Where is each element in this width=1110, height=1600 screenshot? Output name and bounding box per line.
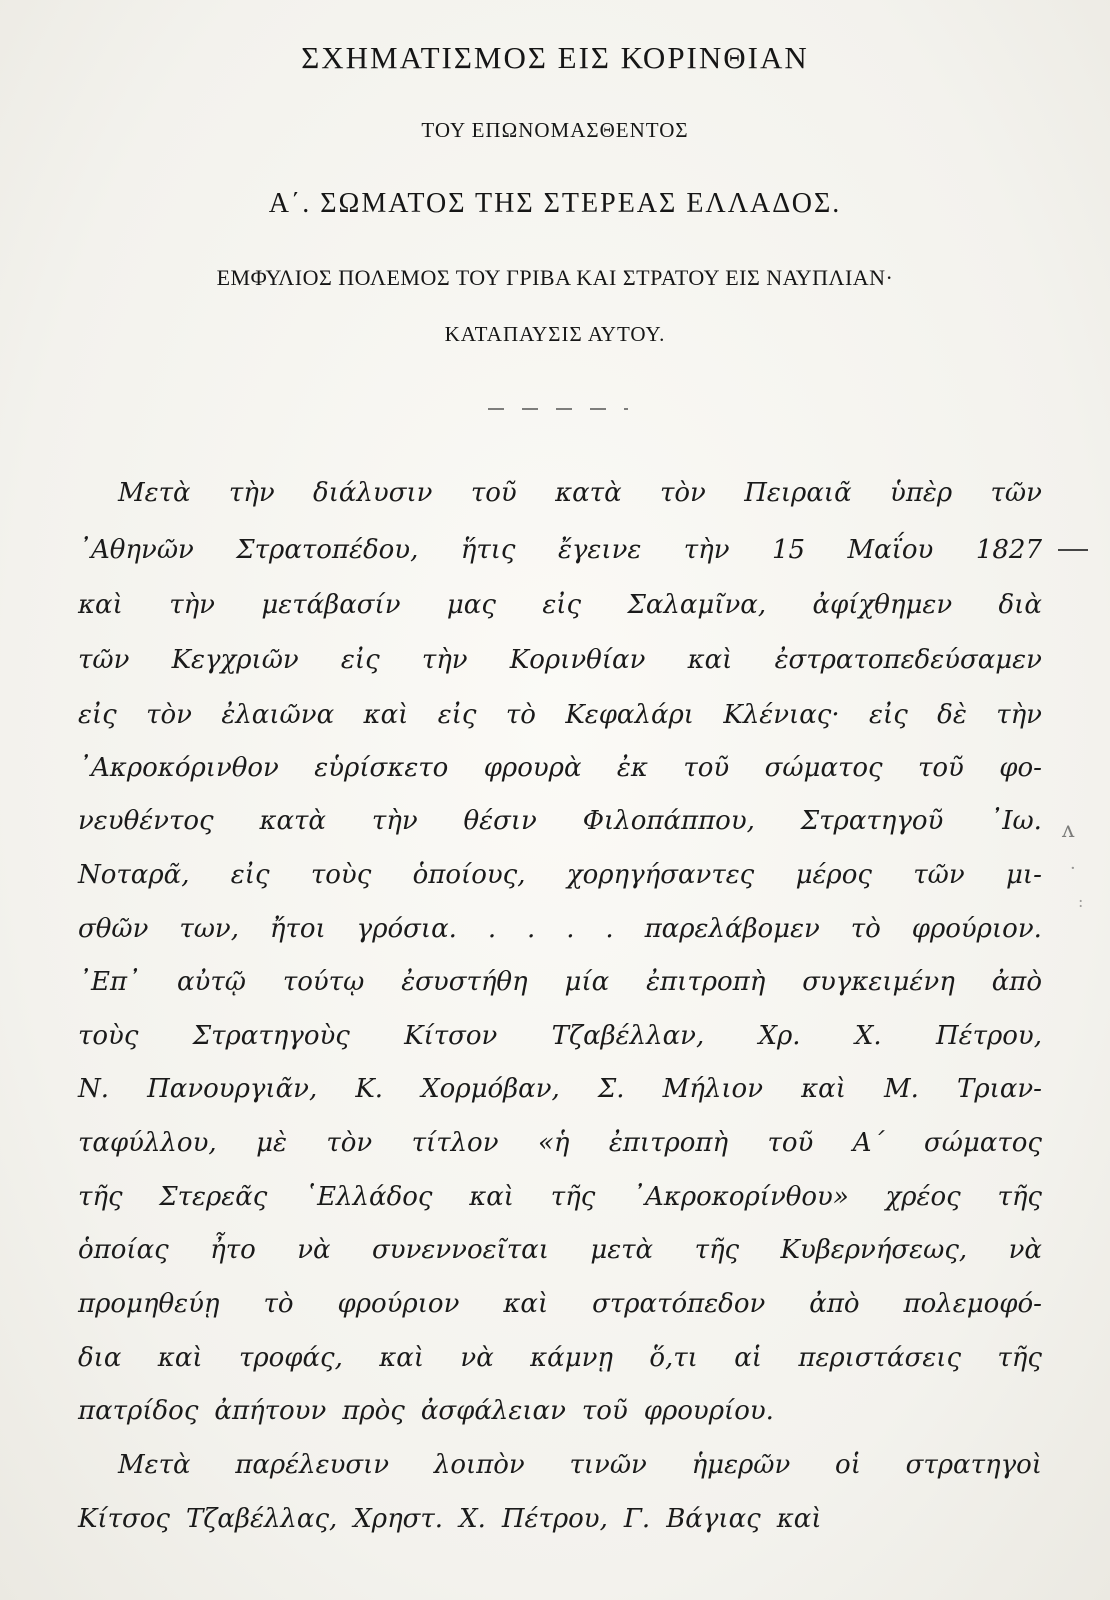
word: παρέλευσιν [235, 1450, 390, 1480]
word: . [605, 914, 614, 944]
word: τούτῳ [282, 967, 365, 997]
word: καὶ [363, 700, 409, 730]
word: Χ. [459, 1504, 486, 1534]
word: εἰς [78, 700, 117, 730]
word: ὅ,τι [649, 1343, 698, 1373]
word: Τριαν- [957, 1074, 1042, 1104]
word: τοῦ [581, 1396, 628, 1426]
word: εἰς [869, 700, 908, 730]
word: ἔγεινε [557, 535, 642, 565]
word: Χ. [854, 1021, 882, 1051]
word: ᾿Επ᾽ [78, 967, 141, 997]
word: Κλένιας· [723, 700, 840, 730]
word: ᾿Ακροκόρινθον [78, 753, 279, 783]
word: τῆς [694, 1235, 740, 1265]
word: Μετὰ [118, 1450, 191, 1480]
word: ταφύλλου, [78, 1128, 217, 1158]
word: Κεγχριῶν [171, 645, 299, 675]
word: Γ. [623, 1504, 651, 1534]
word: στρατόπεδον [592, 1289, 766, 1319]
word: χορηγήσαντες [566, 860, 755, 890]
word: ἀφίχθημεν [812, 590, 953, 620]
word: τινῶν [569, 1450, 647, 1480]
word: τῆς [78, 1182, 123, 1212]
text-line [78, 1182, 1042, 1212]
word: τῶν [913, 860, 965, 890]
word: τῆς [550, 1182, 596, 1212]
word: δὲ [937, 700, 967, 730]
text-line [78, 1128, 1042, 1158]
word: Στρατηγοὺς [192, 1021, 350, 1051]
word: προμηθεύῃ [78, 1289, 220, 1319]
word: ἐλαιῶνα [221, 700, 335, 730]
page-title: ΣΧΗΜΑΤΙΣΜΟΣ ΕΙΣ ΚΟΡΙΝΘΙΑΝ [301, 40, 809, 75]
text-line [78, 645, 1042, 675]
word: μία [564, 967, 610, 997]
word: ἐπιτροπὴ [608, 1128, 729, 1158]
word: Κίτσον [404, 1021, 498, 1051]
word: φρουρὰ [483, 753, 582, 783]
word: θέσιν [463, 806, 537, 836]
word: ῾Ελλάδος [304, 1182, 433, 1212]
text-line [78, 1235, 1042, 1265]
word: σώματος [764, 753, 883, 783]
word: φρούριον [337, 1289, 460, 1319]
word: μὲ [256, 1128, 287, 1158]
word: νὰ [297, 1235, 331, 1265]
word: . [527, 914, 536, 944]
word: . [487, 914, 497, 944]
word: παρελάβομεν [644, 914, 820, 944]
word: στρατηγοὶ [905, 1450, 1042, 1480]
word: εἰς [542, 590, 582, 620]
word: κατὰ [259, 806, 326, 836]
word: κάμνῃ [530, 1343, 614, 1373]
word: τὴν [996, 700, 1042, 730]
word: τὴν [421, 645, 468, 675]
word: καὶ [801, 1074, 846, 1104]
word: εὑρίσκετο [314, 753, 449, 783]
word: ἐστρατοπεδεύσαμεν [774, 645, 1042, 675]
word: Στρατηγοῦ [800, 806, 944, 836]
word: Σαλαμῖνα, [627, 590, 767, 620]
word: τίτλον [411, 1128, 499, 1158]
word: τοῦ [470, 478, 517, 508]
word: εἰς [340, 645, 380, 675]
word: τοὺς [310, 860, 372, 890]
word: ᾿Αθηνῶν [78, 535, 194, 565]
word: Φιλοπάππου, [582, 806, 755, 836]
word: τοὺς [78, 1021, 139, 1051]
word: περιστάσεις [798, 1343, 962, 1373]
word: καὶ [469, 1182, 514, 1212]
word: τὴν [228, 478, 275, 508]
word: οἱ [835, 1450, 861, 1480]
word: πολεμοφό- [903, 1289, 1042, 1319]
word: τῆς [997, 1182, 1042, 1212]
word: Κεφαλάρι [565, 700, 694, 730]
word: τοῦ [918, 753, 964, 783]
word: τῶν [78, 645, 130, 675]
word: δια [78, 1343, 122, 1373]
margin-mark: ʌ [1062, 818, 1075, 843]
word: ἦτο [210, 1235, 256, 1265]
subtitle-line-3: ΕΜΦΥΛΙΟΣ ΠΟΛΕΜΟΣ ΤΟΥ ΓΡΙΒΑ ΚΑΙ ΣΤΡΑΤΟΥ ΕΙΣ ΝΑΥΠΛΙΑΝ· [216, 265, 894, 290]
word: ἀσφάλειαν [420, 1396, 566, 1426]
word: κατὰ [555, 478, 622, 508]
word: Νοταρᾶ, [78, 860, 190, 890]
text-line [118, 1450, 1042, 1480]
word: φο- [999, 753, 1042, 783]
word: Χορμόβαν, [421, 1074, 560, 1104]
word: «ἡ [537, 1128, 570, 1158]
margin-mark: : [1078, 892, 1084, 911]
word: ὁποίους, [412, 860, 526, 890]
text-line [78, 914, 1042, 944]
text-line [78, 535, 1042, 565]
word: Κυβερνήσεως, [780, 1235, 968, 1265]
word: αὐτῷ [176, 967, 246, 997]
word: Χρ. [758, 1021, 801, 1051]
word: Μήλιον [662, 1074, 764, 1104]
word: ἐπιτροπὴ [646, 967, 766, 997]
word: των, [179, 914, 239, 944]
word: διάλυσιν [313, 478, 433, 508]
word: 15 [772, 535, 806, 565]
word: Μ. [884, 1074, 919, 1104]
word: νευθέντος [78, 806, 214, 836]
word: μετάβασίν [261, 590, 401, 620]
word: διὰ [998, 590, 1042, 620]
word: μετὰ [590, 1235, 654, 1265]
word: καὶ [157, 1343, 203, 1373]
word: μέρος [795, 860, 872, 890]
word: Κορινθίαν [509, 645, 646, 675]
word: Α΄ [852, 1128, 885, 1158]
word: Μαΐου [847, 535, 934, 565]
word: Κ. [355, 1074, 384, 1104]
word: φρούριον. [911, 914, 1042, 944]
word: Ν. [78, 1074, 110, 1104]
word: νὰ [1008, 1235, 1042, 1265]
word: τὴν [169, 590, 215, 620]
text-line [78, 967, 1042, 997]
text-line [78, 700, 1042, 730]
word: σώματος [923, 1128, 1042, 1158]
word: Πέτρου, [501, 1504, 608, 1534]
word: ἐκ [616, 753, 648, 783]
word: ἥτις [460, 535, 516, 565]
word: ᾿Ιω. [989, 806, 1042, 836]
word: εἰς [230, 860, 270, 890]
text-line [78, 1343, 1042, 1373]
word: καὶ [503, 1289, 549, 1319]
word: τῆς [997, 1343, 1042, 1373]
word: Μετὰ [118, 478, 191, 508]
word: τὸν [660, 478, 706, 508]
word: ἀπὸ [991, 967, 1042, 997]
word: καὶ [379, 1343, 425, 1373]
word: εἰς [437, 700, 477, 730]
word: καὶ [776, 1504, 822, 1534]
text-line [118, 478, 1042, 508]
word: τὴν [683, 535, 730, 565]
text-line [78, 1396, 1042, 1426]
text-line [78, 806, 1042, 836]
word: τοῦ [683, 753, 730, 783]
word: . [566, 914, 575, 944]
word: γρόσια. [356, 914, 457, 944]
margin-mark: · [1070, 858, 1076, 879]
word: τὸ [850, 914, 881, 944]
word: νὰ [460, 1343, 494, 1373]
text-line [78, 860, 1042, 890]
word: ἀπήτουν [214, 1396, 327, 1426]
word: ὑπὲρ [890, 478, 953, 508]
text-line [78, 1504, 1042, 1534]
text-line [78, 753, 1042, 783]
word: ἀπὸ [809, 1289, 860, 1319]
word: 1827 [975, 535, 1042, 565]
word: μι- [1006, 860, 1042, 890]
word: Χρηστ. [353, 1504, 444, 1534]
word: Πέτρου, [935, 1021, 1042, 1051]
word: καὶ [78, 590, 123, 620]
word: τὸ [263, 1289, 294, 1319]
word: Κίτσος [78, 1504, 170, 1534]
word: αἱ [734, 1343, 762, 1373]
word: τὸν [326, 1128, 373, 1158]
word: Στερεᾶς [159, 1182, 268, 1212]
word: ἤτοι [269, 914, 326, 944]
word: χρέος [885, 1182, 961, 1212]
subtitle-line-4: ΚΑΤΑΠΑΥΣΙΣ ΑΥΤΟΥ. [444, 322, 666, 346]
word: τὴν [371, 806, 418, 836]
text-line [78, 1074, 1042, 1104]
word: τοῦ [767, 1128, 814, 1158]
word: σθῶν [78, 914, 149, 944]
word: συγκειμένη [802, 967, 955, 997]
text-line [78, 1021, 1042, 1051]
word: φρουρίου. [643, 1396, 774, 1426]
subtitle-line-1: ΤΟΥ ΕΠΩΝΟΜΑΣΘΕΝΤΟΣ [421, 118, 689, 142]
word: τῶν [990, 478, 1042, 508]
subtitle-line-2: Α΄. ΣΩΜΑΤΟΣ ΤΗΣ ΣΤΕΡΕΑΣ ΕΛΛΑΔΟΣ. [268, 188, 842, 219]
word: πατρίδος [78, 1396, 199, 1426]
word: καὶ [687, 645, 733, 675]
word: ᾿Ακροκορίνθου» [632, 1182, 849, 1212]
word: λοιπὸν [433, 1450, 525, 1480]
word: πρὸς [342, 1396, 405, 1426]
word: Πειραιᾶ [744, 478, 852, 508]
word: Στρατοπέδου, [236, 535, 419, 565]
word: συνεννοεῖται [372, 1235, 549, 1265]
word: ὁποίας [78, 1235, 169, 1265]
margin-dash-mark [1058, 549, 1088, 551]
word: τὸ [505, 700, 536, 730]
word: τροφάς, [238, 1343, 343, 1373]
word: τὸν [146, 700, 192, 730]
word: Τζαβέλλαν, [551, 1021, 705, 1051]
word: ἡμερῶν [691, 1450, 791, 1480]
word: Σ. [597, 1074, 625, 1104]
text-line [78, 1289, 1042, 1319]
word: ἐσυστήθη [401, 967, 528, 997]
word: μας [446, 590, 496, 620]
text-line [78, 590, 1042, 620]
word: Πανουργιᾶν, [147, 1074, 318, 1104]
word: Βάγιας [666, 1504, 761, 1534]
word: Τζαβέλλας, [185, 1504, 338, 1534]
